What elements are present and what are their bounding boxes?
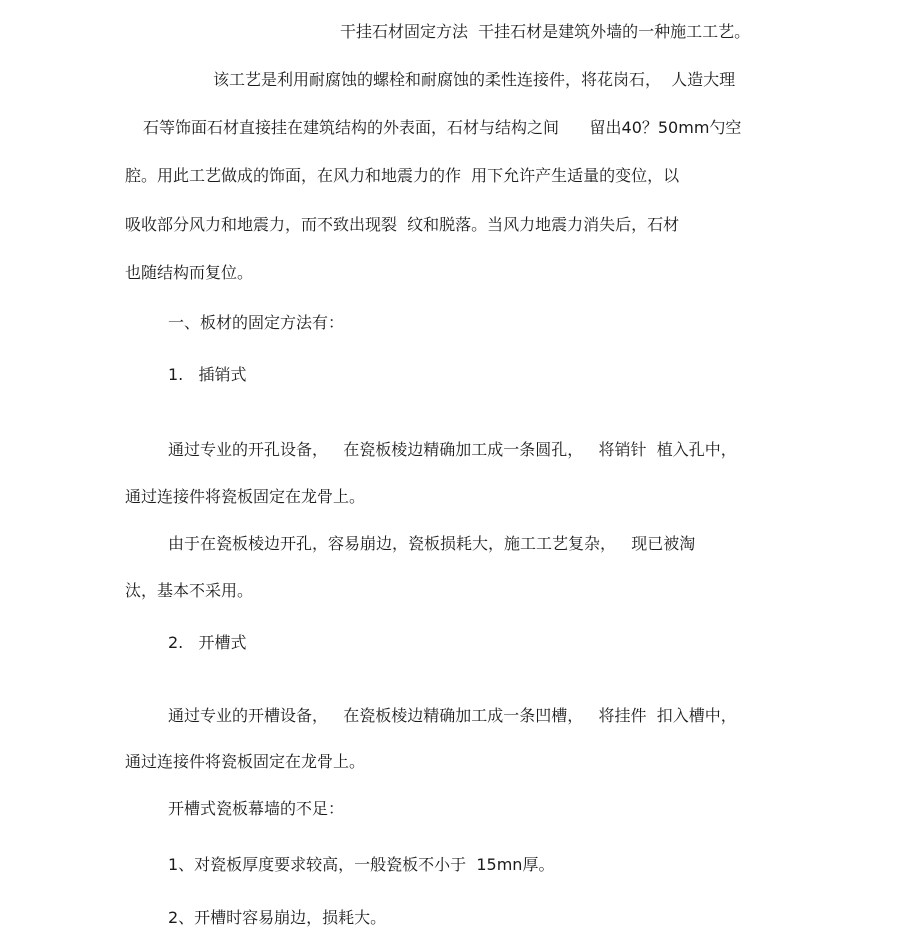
section-heading: 一、板材的固定方法有： bbox=[168, 313, 345, 332]
text-line: 由于在瓷板棱边开孔，容易崩边，瓷板损耗大，施工工艺复杂， 现已被淘 bbox=[168, 534, 696, 553]
text-line: 也随结构而复位。 bbox=[125, 263, 254, 282]
text-line: 开槽式瓷板幕墙的不足： bbox=[168, 799, 345, 818]
text-line: 通过专业的开槽设备， 在瓷板棱边精确加工成一条凹槽， 将挂件 扣入槽中， bbox=[168, 706, 737, 725]
list-item: 1、对瓷板厚度要求较高，一般瓷板不小于 15mn厚。 bbox=[168, 855, 555, 874]
text-line: 通过连接件将瓷板固定在龙骨上。 bbox=[125, 487, 366, 506]
text-line: 通过连接件将瓷板固定在龙骨上。 bbox=[125, 752, 366, 771]
text-line: 汰，基本不采用。 bbox=[125, 581, 254, 600]
text-line: 通过专业的开孔设备， 在瓷板棱边精确加工成一条圆孔， 将销针 植入孔中， bbox=[168, 440, 737, 459]
subsection-heading: 1. 插销式 bbox=[168, 365, 247, 384]
subsection-heading: 2. 开槽式 bbox=[168, 633, 247, 652]
text-line: 石等饰面石材直接挂在建筑结构的外表面，石材与结构之间 留出40？50mm勺空 bbox=[143, 118, 742, 137]
text-line: 该工艺是利用耐腐蚀的螺栓和耐腐蚀的柔性连接件，将花岗石， 人造大理 bbox=[213, 70, 736, 89]
list-item: 2、开槽时容易崩边，损耗大。 bbox=[168, 908, 387, 927]
text-line: 吸收部分风力和地震力，而不致出现裂 纹和脱落。当风力地震力消失后，石材 bbox=[125, 215, 680, 234]
text-line: 腔。用此工艺做成的饰面，在风力和地震力的作 用下允许产生适量的变位，以 bbox=[125, 166, 680, 185]
text-line: 干挂石材固定方法 干挂石材是建筑外墙的一种施工工艺。 bbox=[340, 22, 751, 41]
